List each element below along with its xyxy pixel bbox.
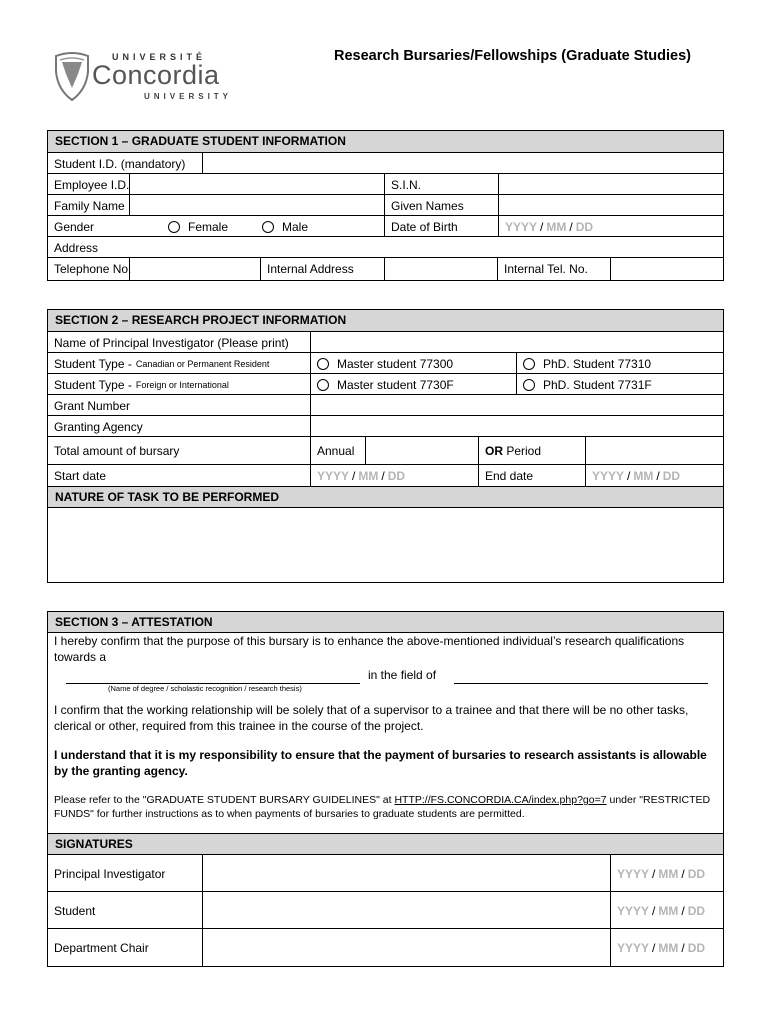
signature-label-pi: Principal Investigator <box>54 866 166 881</box>
attestation-paragraph-3: I understand that it is my responsibility to ensure that the payment of bursaries to research assistants is allowable by the granting agency. <box>54 748 707 778</box>
row-student-type-canadian <box>48 352 723 374</box>
internal-tel-field[interactable] <box>610 258 723 280</box>
section-2-header: SECTION 2 – RESEARCH PROJECT INFORMATION <box>48 310 723 331</box>
given-names-label: Given Names <box>384 195 498 216</box>
date-day-placeholder: DD <box>687 903 706 918</box>
row-total-bursary <box>48 436 723 465</box>
pi-name-field[interactable] <box>310 332 723 353</box>
sin-field[interactable] <box>498 174 723 195</box>
employee-id-label: Employee I.D. <box>54 177 130 192</box>
option-master-77300[interactable] <box>310 353 516 374</box>
signature-row-chair <box>48 928 723 966</box>
telephone-field[interactable] <box>129 258 260 280</box>
signature-row-pi <box>48 854 723 892</box>
date-month-placeholder: MM <box>546 219 567 234</box>
period-label <box>478 437 585 465</box>
signatures-header: SIGNATURES <box>48 833 723 854</box>
start-date-label: Start date <box>54 469 107 483</box>
date-year-placeholder: YYYY <box>617 903 650 918</box>
date-month-placeholder: MM <box>658 903 679 918</box>
employee-id-field[interactable] <box>129 174 384 195</box>
date-year-placeholder: YYYY <box>617 866 650 881</box>
attestation-paragraph-1: I hereby confirm that the purpose of this bursary is to enhance the above-mentioned individual’s research qualifications towards a <box>54 634 685 664</box>
date-month-placeholder: MM <box>658 940 679 955</box>
row-student-id <box>48 152 723 174</box>
end-date-field[interactable] <box>585 465 723 487</box>
date-year-placeholder: YYYY <box>592 469 625 483</box>
master-77300-radio[interactable] <box>317 358 329 370</box>
pi-name-label: Name of Principal Investigator (Please print) <box>54 335 289 350</box>
address-field[interactable] <box>129 237 723 258</box>
date-separator: / <box>681 866 685 881</box>
end-date-label: End date <box>478 465 585 487</box>
given-names-field[interactable] <box>498 195 723 216</box>
male-label: Male <box>282 219 309 234</box>
date-day-placeholder: DD <box>387 469 406 483</box>
master-77300-label: Master student 77300 <box>337 356 454 371</box>
option-phd-77310[interactable] <box>516 353 723 374</box>
signature-field-chair[interactable] <box>202 929 610 966</box>
type-canadian-label: Canadian or Permanent Resident <box>135 358 270 369</box>
grant-number-label: Grant Number <box>54 398 131 413</box>
date-year-placeholder: YYYY <box>317 469 350 483</box>
date-separator: / <box>381 469 385 483</box>
field-input-line[interactable] <box>454 683 708 684</box>
guidelines-link[interactable]: HTTP://FS.CONCORDIA.CA/index.php?go=7 <box>394 794 607 806</box>
date-separator: / <box>569 219 573 234</box>
section-2-project-info <box>47 309 724 583</box>
student-type-label: Student Type - <box>54 377 132 392</box>
section-1-student-info <box>47 130 724 281</box>
internal-address-field[interactable] <box>384 258 497 280</box>
signature-date-chair[interactable] <box>610 929 723 966</box>
date-separator: / <box>540 219 544 234</box>
annual-amount-field[interactable] <box>365 437 478 465</box>
period-field[interactable] <box>585 437 723 465</box>
signature-field-pi[interactable] <box>202 855 610 892</box>
attestation-body <box>48 632 723 834</box>
granting-agency-label: Granting Agency <box>54 419 143 434</box>
date-separator: / <box>652 903 656 918</box>
family-name-field[interactable] <box>129 195 384 216</box>
concordia-logo <box>52 50 252 104</box>
date-separator: / <box>681 903 685 918</box>
period-text: Period <box>503 444 542 458</box>
student-type-canadian-label <box>48 353 310 374</box>
dob-field[interactable] <box>498 216 723 237</box>
student-id-field[interactable] <box>202 153 723 174</box>
gender-label: Gender <box>54 219 95 234</box>
student-type-label: Student Type - <box>54 356 132 371</box>
logo-main-text: Concordia <box>92 60 220 90</box>
date-separator: / <box>652 940 656 955</box>
family-name-label: Family Name <box>54 198 125 213</box>
signature-label-student: Student <box>54 903 96 918</box>
date-separator: / <box>627 469 631 483</box>
date-separator: / <box>652 866 656 881</box>
gender-female-option[interactable] <box>162 216 252 237</box>
student-type-foreign-label <box>48 374 310 395</box>
grant-number-field[interactable] <box>310 395 723 416</box>
signature-date-student[interactable] <box>610 892 723 929</box>
internal-tel-label: Internal Tel. No. <box>497 258 610 280</box>
degree-caption: (Name of degree / scholastic recognition / research thesis) <box>108 684 302 693</box>
logo-bottom-text: UNIVERSITY <box>144 92 233 101</box>
row-gender-dob <box>48 215 723 237</box>
signature-label-chair: Department Chair <box>54 940 149 955</box>
date-day-placeholder: DD <box>687 940 706 955</box>
guidelines-text-end: under "RESTRICTED FUNDS" for further instructions as to when payments of bursaries to graduate students are permitted. <box>54 794 711 820</box>
shield-icon <box>52 52 92 102</box>
phd-77310-label: PhD. Student 77310 <box>543 356 652 371</box>
granting-agency-field[interactable] <box>310 416 723 437</box>
row-names <box>48 194 723 216</box>
in-field-label: in the field of <box>368 668 437 682</box>
attestation-paragraph-4 <box>54 793 714 821</box>
date-separator: / <box>656 469 660 483</box>
date-day-placeholder: DD <box>687 866 706 881</box>
section-1-header: SECTION 1 – GRADUATE STUDENT INFORMATION <box>48 131 723 152</box>
female-label: Female <box>188 219 229 234</box>
date-separator: / <box>681 940 685 955</box>
option-master-7730f[interactable] <box>310 374 516 395</box>
row-student-type-foreign <box>48 373 723 395</box>
dob-label: Date of Birth <box>384 216 498 237</box>
row-address <box>48 236 723 258</box>
row-employee-id <box>48 173 723 195</box>
row-grant-number <box>48 394 723 416</box>
date-day-placeholder: DD <box>575 219 594 234</box>
telephone-label: Telephone No. <box>54 262 132 276</box>
male-radio[interactable] <box>262 221 274 233</box>
internal-address-label: Internal Address <box>260 258 384 280</box>
date-month-placeholder: MM <box>358 469 379 483</box>
guidelines-text: Please refer to the "GRADUATE STUDENT BURSARY GUIDELINES" at <box>54 794 395 806</box>
sin-label: S.I.N. <box>384 174 498 195</box>
row-pi-name <box>48 331 723 353</box>
signature-row-student <box>48 891 723 929</box>
date-day-placeholder: DD <box>662 469 681 483</box>
phd-7731f-label: PhD. Student 7731F <box>543 377 652 392</box>
master-7730f-radio[interactable] <box>317 379 329 391</box>
option-phd-7731f[interactable] <box>516 374 723 395</box>
date-month-placeholder: MM <box>633 469 654 483</box>
female-radio[interactable] <box>168 221 180 233</box>
gender-male-option[interactable] <box>256 216 376 237</box>
master-7730f-label: Master student 7730F <box>337 377 454 392</box>
date-separator: / <box>352 469 356 483</box>
section-3-attestation <box>47 611 724 967</box>
annual-label: Annual <box>310 437 365 465</box>
signature-field-student[interactable] <box>202 892 610 929</box>
signature-date-pi[interactable] <box>610 855 723 892</box>
date-year-placeholder: YYYY <box>617 940 650 955</box>
row-telephone <box>48 257 723 280</box>
date-year-placeholder: YYYY <box>505 219 538 234</box>
date-month-placeholder: MM <box>658 866 679 881</box>
start-date-field[interactable] <box>310 465 478 487</box>
address-label: Address <box>54 240 99 255</box>
phd-7731f-radio[interactable] <box>523 379 535 391</box>
phd-77310-radio[interactable] <box>523 358 535 370</box>
attestation-paragraph-2: I confirm that the working relationship will be solely that of a supervisor to a trainee and that there will be no other tasks, clerical or other, required from this trainee in the course of the project. <box>54 703 689 733</box>
row-dates <box>48 464 723 487</box>
logo-top-text: UNIVERSITÉ <box>112 52 207 62</box>
or-label: OR <box>485 444 503 458</box>
type-foreign-label: Foreign or International <box>135 379 229 390</box>
section-3-header: SECTION 3 – ATTESTATION <box>48 612 723 632</box>
total-bursary-label: Total amount of bursary <box>54 444 180 458</box>
document-title: Research Bursaries/Fellowships (Graduate Studies) <box>334 48 691 64</box>
nature-of-task-header: NATURE OF TASK TO BE PERFORMED <box>48 486 723 507</box>
nature-of-task-field[interactable] <box>48 507 723 582</box>
row-granting-agency <box>48 415 723 437</box>
student-id-label: Student I.D. (mandatory) <box>54 156 186 171</box>
